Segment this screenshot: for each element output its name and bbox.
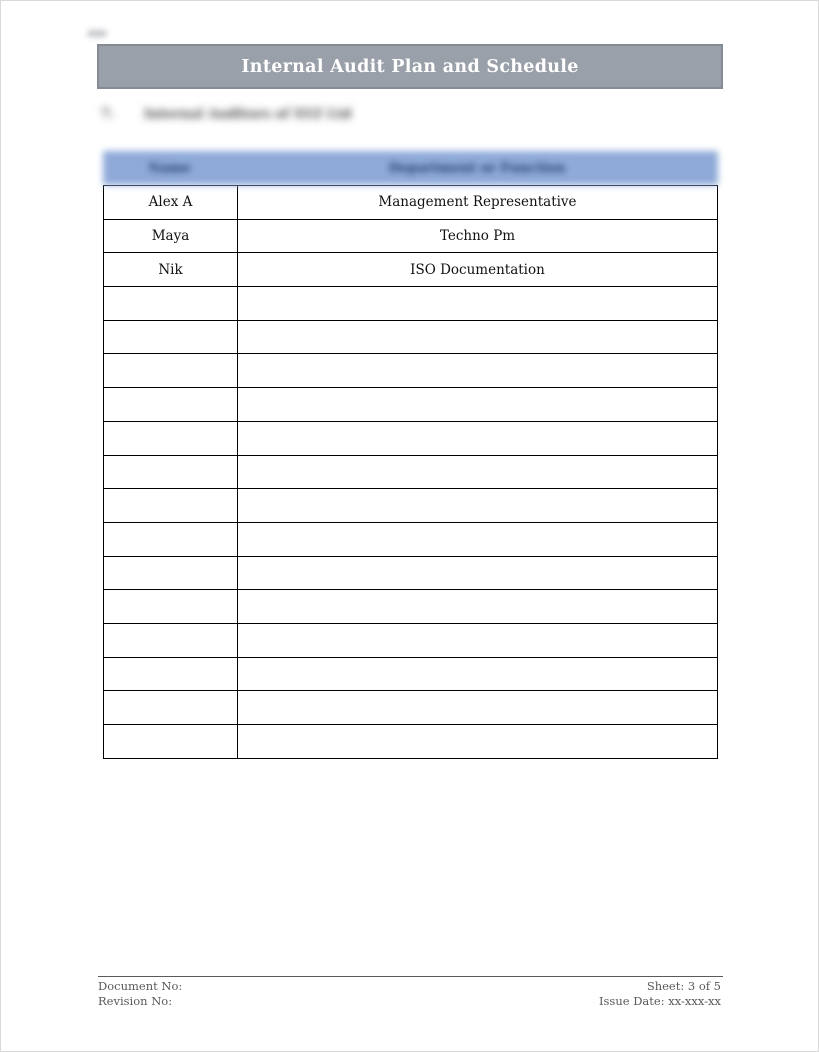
table-row — [104, 623, 718, 657]
table-row — [104, 320, 718, 354]
table-row — [104, 354, 718, 388]
table-row — [104, 388, 718, 422]
document-no-label: Document No: — [98, 979, 183, 993]
cell-name — [104, 421, 238, 455]
footer-divider — [98, 976, 723, 977]
cell-name — [104, 725, 238, 759]
blur-artifact — [87, 30, 107, 37]
cell-department — [238, 489, 718, 523]
cell-department: ISO Documentation — [238, 253, 718, 287]
table-row — [104, 253, 718, 287]
cell-department — [238, 657, 718, 691]
cell-name — [104, 657, 238, 691]
cell-name — [104, 287, 238, 321]
table-row — [104, 556, 718, 590]
cell-name — [104, 489, 238, 523]
cell-department: Techno Pm — [238, 219, 718, 253]
document-title: Internal Audit Plan and Schedule — [241, 56, 579, 77]
section-heading-blurred — [101, 107, 351, 122]
cell-name — [104, 354, 238, 388]
cell-name: Nik — [104, 253, 238, 287]
footer-left — [98, 979, 182, 1009]
cell-department — [238, 455, 718, 489]
cell-name — [104, 522, 238, 556]
column-header-name-blurred: Name — [148, 160, 191, 176]
cell-department — [238, 725, 718, 759]
cell-name — [104, 691, 238, 725]
cell-department — [238, 691, 718, 725]
cell-name — [104, 623, 238, 657]
cell-name — [104, 590, 238, 624]
cell-department: Management Representative — [238, 186, 718, 220]
table-row — [104, 421, 718, 455]
cell-name: Alex A — [104, 186, 238, 220]
cell-department — [238, 287, 718, 321]
table-row — [104, 657, 718, 691]
cell-department — [238, 354, 718, 388]
issue-date: Issue Date: xx-xxx-xx — [598, 994, 721, 1008]
cell-name — [104, 320, 238, 354]
table-row — [104, 590, 718, 624]
cell-department — [238, 388, 718, 422]
sheet-number: Sheet: 3 of 5 — [646, 979, 721, 993]
table-row — [104, 522, 718, 556]
cell-department — [238, 421, 718, 455]
document-title-banner — [97, 44, 723, 89]
auditors-table-grid — [103, 185, 718, 759]
cell-name — [104, 388, 238, 422]
cell-department — [238, 320, 718, 354]
table-row — [104, 455, 718, 489]
section-title-blurred: Internal Auditors of XYZ Ltd — [144, 107, 352, 122]
table-row — [104, 691, 718, 725]
auditors-table — [103, 151, 718, 759]
section-number-blurred: 7. — [101, 107, 115, 122]
cell-department — [238, 522, 718, 556]
cell-department — [238, 556, 718, 590]
table-header-row-blurred — [103, 151, 718, 185]
cell-name — [104, 455, 238, 489]
table-row — [104, 287, 718, 321]
table-row — [104, 186, 718, 220]
cell-name — [104, 556, 238, 590]
table-row — [104, 725, 718, 759]
footer-right — [599, 979, 721, 1009]
table-row — [104, 489, 718, 523]
cell-department — [238, 590, 718, 624]
table-row — [104, 219, 718, 253]
cell-name: Maya — [104, 219, 238, 253]
column-header-department-blurred: Department or Function — [388, 160, 566, 176]
revision-no-label: Revision No: — [98, 994, 173, 1008]
cell-department — [238, 623, 718, 657]
